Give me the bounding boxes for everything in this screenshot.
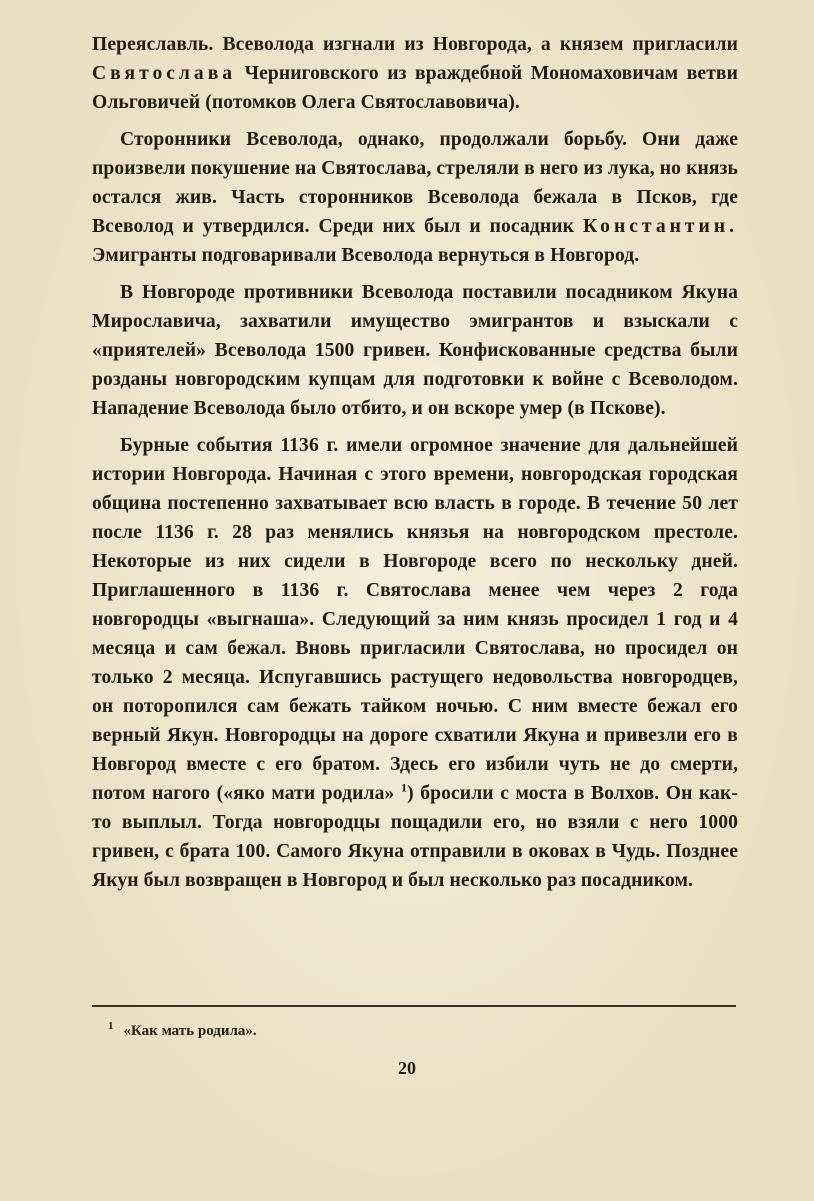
footnote (108, 1020, 257, 1040)
paragraph-1-text-b: Черниговского из враждебной Мономаховичам ветви Ольговичей (потомков Олега Святославовича). (92, 63, 738, 113)
paragraph-2 (92, 125, 738, 270)
paragraph-4-text-a: Бурные события 1136 г. имели огромное значение для дальнейшей истории Новгорода. Начиная с этого времени, новгородская городская община постепенно захватывает всю власть в городе. В течение 50 лет после 1136 г. 28 раз менялись князья на новгородском престоле. Некоторые из них сидели в Новгороде всего по нескольку дней. Приглашенного в 1136 г. Святослава менее чем через 2 года новгородцы «выгнаша». Следующий за ним князь просидел 1 год и 4 месяца и сам бежал. Вновь пригласили Святослава, но просидел он только 2 месяца. Испугавшись растущего недовольства новгородцев, он поторопился сам бежать тайком ночью. С ним вместе бежал его верный Якун. Новгородцы на дороге схватили Якуна и привезли его в Новгород вместе с его братом. Здесь его избили чуть не до смерти, потом нагого («яко мати родила» (92, 435, 738, 804)
name-svyatoslav: Святослава (92, 63, 237, 84)
paragraph-2-text-a: Сторонники Всеволода, однако, продолжали борьбу. Они даже произвели покушение на Святослава, стреляли в него из лука, но князь остался жив. Часть сторонников Всеволода бежала в Псков, где Всеволод и утвердился. Среди них был и посадник (92, 129, 738, 237)
footnote-text: «Как мать родила». (123, 1023, 257, 1039)
paragraph-2-text-b: Эмигранты подговаривали Всеволода вернуться в Новгород. (92, 245, 640, 266)
footnote-mark: 1 (108, 1020, 114, 1032)
name-konstantin: Константин. (582, 216, 739, 237)
paragraph-1-text-a: Переяславль. Всеволода изгнали из Новгорода, а князем пригласили (92, 34, 738, 55)
footnote-reference: 1 (400, 780, 408, 795)
page-number: 20 (398, 1058, 416, 1078)
body-text (92, 30, 738, 903)
footnote-divider (92, 1005, 736, 1007)
paragraph-4 (92, 431, 738, 895)
paragraph-4-text-b: ) бросили с моста в Волхов. Он как-то выплыл. Тогда новгородцы пощадили его, но взяли с него 1000 гривен, с брата 100. Самого Якуна отправили в оковах в Чудь. Позднее Якун был возвращен в Новгород и был несколько раз посадником. (92, 783, 739, 891)
paragraph-1 (92, 30, 738, 117)
paragraph-3: В Новгороде противники Всеволода поставили посадником Якуна Мирославича, захватили имущество эмигрантов и взыскали с «приятелей» Всеволода 1500 гривен. Конфискованные средства были розданы новгородским купцам для подготовки к войне с Всеволодом. Нападение Всеволода было отбито, и он вскоре умер (в Пскове). (92, 282, 738, 419)
